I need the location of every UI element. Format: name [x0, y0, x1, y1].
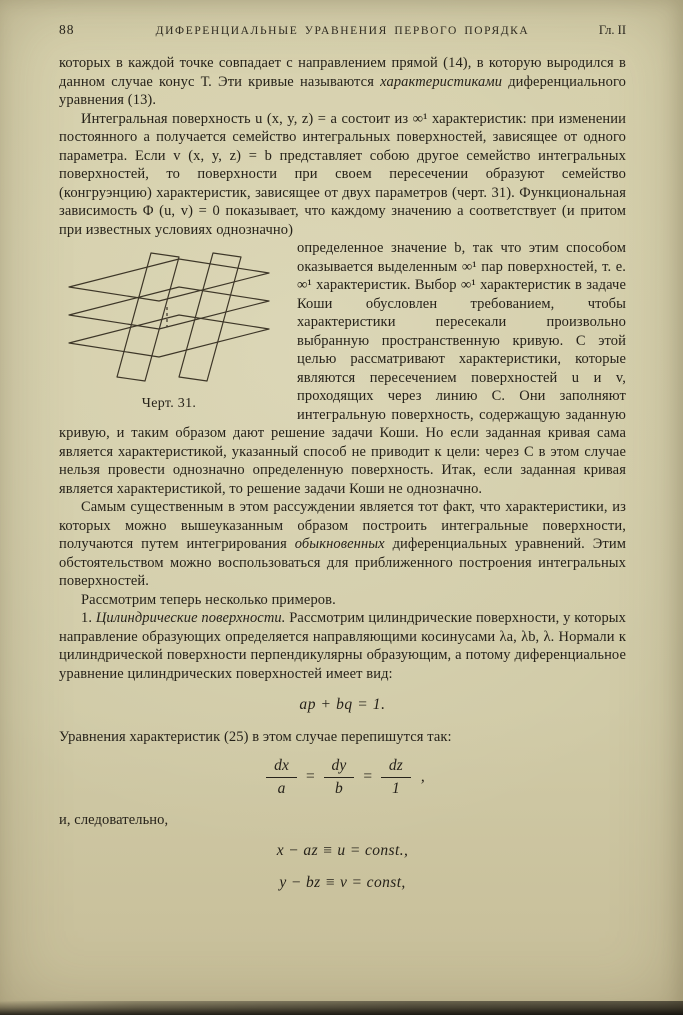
paragraph-text: и, следовательно,: [59, 811, 169, 828]
paragraph-continuation: [59, 54, 626, 110]
item-number: 1.: [81, 610, 96, 626]
formula-characteristics-ratios: [59, 757, 626, 798]
formula-u-integral: x − az ≡ u = const.,: [276, 842, 409, 860]
emphasis-ordinary: обыкновенных: [294, 536, 385, 552]
paragraph-cylindrical-surfaces: [59, 609, 626, 683]
paragraph-text: диференциального уравнения (13).: [59, 73, 626, 108]
running-header: [59, 22, 626, 38]
emphasis-characteristics: характеристиками: [380, 73, 503, 90]
formula-v-integral: y − bz ≡ v = const,: [279, 873, 406, 891]
formula-cylinder-equation: ap + bq = 1.: [299, 696, 386, 713]
page-number: 88: [59, 22, 75, 37]
paragraph-text: Интегральная поверхность u (x, y, z) = a состоит из ∞¹ характеристик: при изменении постоянного a получается семейство интегральных поверхностей, зависящее от одного параметра. Если v (x, y, z) = b представляет собою другое семейство интегральных поверхностей, то поверхности при своем пересечении образуют семейство (конгруэнцию) характеристик, зависящее от двух параметров (черт. 31). Функциональная зависимость Φ (u, v) = 0 показывает, что каждому значению a соответствует (и притом при известных условиях однозначно): [59, 110, 626, 238]
figure-chert-31: [59, 245, 279, 414]
paragraph-characteristics-equations: [59, 728, 626, 747]
paragraph-text: определенное значение b, так что этим способом оказывается выделенным ∞¹ пар поверхностей, т. е. ∞¹ характеристик. Выбор ∞¹ характеристик в задаче Коши обусловлен требованием, чтобы характеристики пересекали произвольно выбранную пространственную кривую. С этой целью рассматривают характеристики, которые являются пересечением поверхностей u и v, проходящих через линию C. Они заполняют интегральную поверхность, содержащую заданную кривую, и таким образом дают решение задачи Коши. Но если заданная кривая сама является характеристикой, указанный способ не приводит к цели: через C в этом случае нельзя провести однозначно определенную поверхность. Итак, если заданная кривая является характеристикой, то решение задачи Коши не однозначно.: [59, 240, 626, 497]
fraction-dz-1: $\frac{dz}{1}$: [381, 757, 411, 798]
paragraph-consequently: [59, 811, 626, 830]
equals-sign: =: [362, 767, 373, 785]
fraction-dx-a: $\frac{dx}{a}$: [266, 757, 297, 798]
paragraph-ordinary-equations: [59, 498, 626, 591]
paragraph-text: Уравнения характеристик (25) в этом случае перепишутся так:: [59, 728, 452, 745]
paragraph-text: Самым существенным в этом рассуждении является тот факт, что характеристики, из которых можно вышеуказанным образом построить интегральные поверхности, получаются путем интегрирования: [59, 499, 626, 552]
running-title: ДИФЕРЕНЦИАЛЬНЫЕ УРАВНЕНИЯ ПЕРВОГО ПОРЯДКА: [155, 25, 530, 37]
emphasis-cylindrical-surfaces: Цилиндрические поверхности.: [95, 610, 286, 626]
fraction-dy-b: $\frac{dy}{b}$: [324, 757, 355, 798]
page-edge-shadow: [0, 1001, 683, 1015]
figure-caption: Черт. 31.: [141, 396, 197, 411]
figure-text-wrap: [59, 239, 626, 498]
comma: ,: [420, 767, 425, 785]
chapter-label: Гл. II: [598, 23, 626, 37]
page-body: [59, 54, 626, 892]
paragraph-text: Рассмотрим теперь несколько примеров.: [81, 591, 336, 608]
intersecting-planes-illustration: [67, 251, 271, 383]
paragraph-text: Рассмотрим цилиндрические поверхности, у которых направление образующих определяется направляющими косинусами λa, λb, λ. Нормали к цилиндрической поверхности перпендикулярны образующим, а потому диференциальное уравнение цилиндрических поверхностей имеет вид:: [59, 610, 626, 682]
paragraph-text: диференциальных уравнений. Этим обстоятельством можно воспользоваться для приближенного построения интегральных поверхностей.: [59, 536, 626, 589]
paragraph-text: которых в каждой точке совпадает с направлением прямой (14), в которую выродился в данном случае конус Т. Эти кривые называются: [59, 55, 626, 90]
paragraph-integral-surface: [59, 110, 626, 240]
equals-sign: =: [304, 767, 316, 785]
paragraph-examples-intro: [59, 591, 626, 610]
